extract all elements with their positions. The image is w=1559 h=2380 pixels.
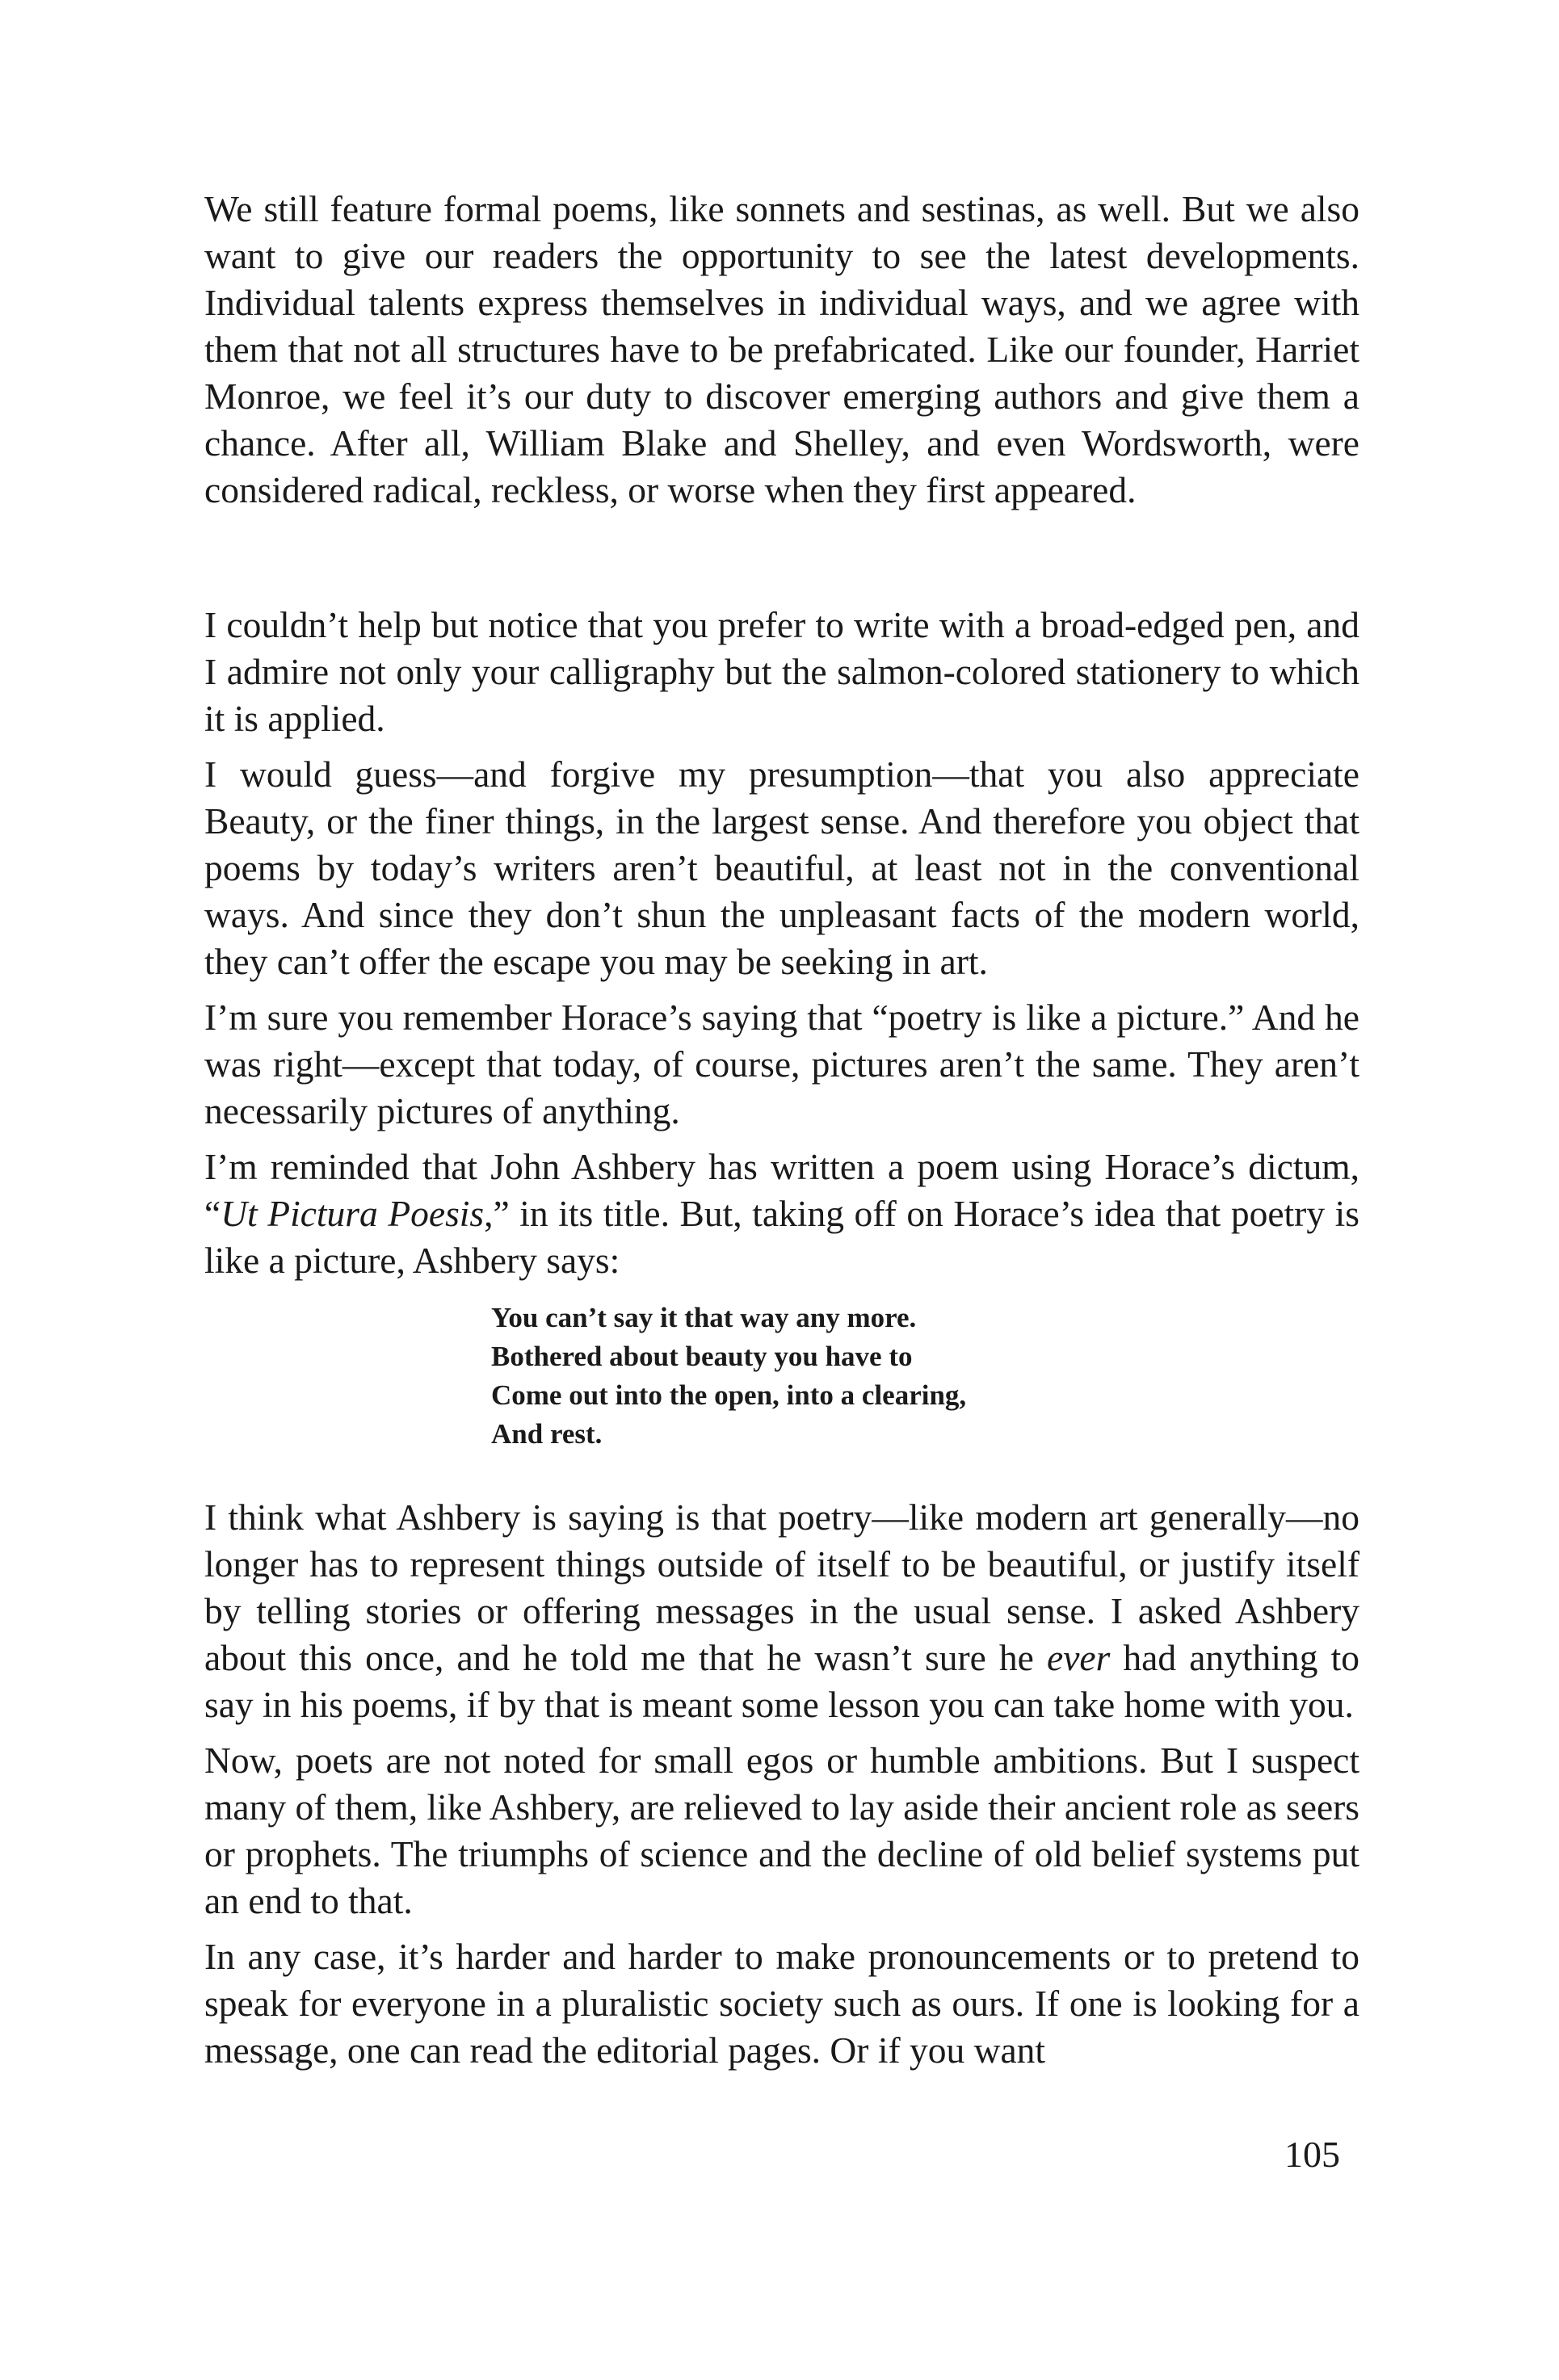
poem-quotation xyxy=(491,1299,966,1454)
quote-line: And rest. xyxy=(491,1418,603,1450)
paragraph-formal-poems: We still feature formal poems, like sonnets and sestinas, as well. But we also want to give our readers the opportunity to see the latest developments. Individual talents express themselves in individual ways, and we agree with them that not all structures have to be prefabricated. Like our founder, Harriet Monroe, we feel it’s our duty to discover emerging authors and give them a chance. After all, William Blake and Shelley, and even Wordsworth, were considered radical, reckless, or worse when they first appeared. xyxy=(204,188,1359,510)
paragraph-poets-egos: Now, poets are not noted for small egos or humble ambitions. But I suspect many of them, like Ashbery, are relieved to lay aside their ancient role as seers or prophets. The triumphs of science and the decline of old belief systems put an end to that. xyxy=(204,1740,1359,1921)
letter-body xyxy=(204,602,1359,1284)
paragraph-horace: I’m sure you remember Horace’s saying that “poetry is like a picture.” And he was right—except that today, of course, pictures aren’t the same. They aren’t necessarily pictures of anything. xyxy=(204,997,1359,1131)
paragraph-modern-art xyxy=(204,1494,1359,1728)
quote-line: Bothered about beauty you have to xyxy=(491,1341,913,1372)
poem-title: Ut Pictura Poesis xyxy=(221,1193,485,1234)
paragraph-beauty: I would guess—and forgive my presumption—that you also appreciate Beauty, or the finer things, in the largest sense. And therefore you object that poems by today’s writers aren’t beautiful, at least not in the conventional ways. And since they don’t shun the unpleasant facts of the modern world, they can’t offer the escape you may be seeking in art. xyxy=(204,753,1359,982)
paragraph-ashbery-dictum xyxy=(204,1144,1359,1284)
modern-art-lead: I think what Ashbery is saying is that poetry—like modern art generally—no longer has to represent things outside of itself to be beautiful, or justify itself by telling stories or offering messages in the usual sense. I asked Ashbery about this once, and he told me that he wasn’t sure he xyxy=(204,1496,1359,1678)
emphasis-ever: ever xyxy=(1047,1637,1111,1678)
quote-line: Come out into the open, into a clearing, xyxy=(491,1379,967,1411)
dictum-lead: I’m reminded that John Ashbery has written a poem using Horace’s dictum, “ xyxy=(204,1146,1359,1234)
quote-line: You can’t say it that way any more. xyxy=(491,1302,917,1333)
modern-art-tail: had anything to say in his poems, if by that is meant some lesson you can take home with you. xyxy=(204,1637,1359,1725)
page-number: 105 xyxy=(1284,2134,1340,2175)
paragraph-calligraphy: I couldn’t help but notice that you prefer to write with a broad-edged pen, and I admire not only your calligraphy but the salmon-colored stationery to which it is applied. xyxy=(204,604,1359,739)
paragraph-pronouncements: In any case, it’s harder and harder to make pronouncements or to pretend to speak for everyone in a pluralistic society such as ours. If one is looking for a message, one can read the editorial pages. Or if you want xyxy=(204,1936,1359,2071)
closing-text xyxy=(204,1494,1359,2074)
opening-text xyxy=(204,186,1359,514)
dictum-tail: ,” in its title. But, taking off on Horace’s idea that poetry is like a picture, Ashbery says: xyxy=(204,1193,1360,1281)
